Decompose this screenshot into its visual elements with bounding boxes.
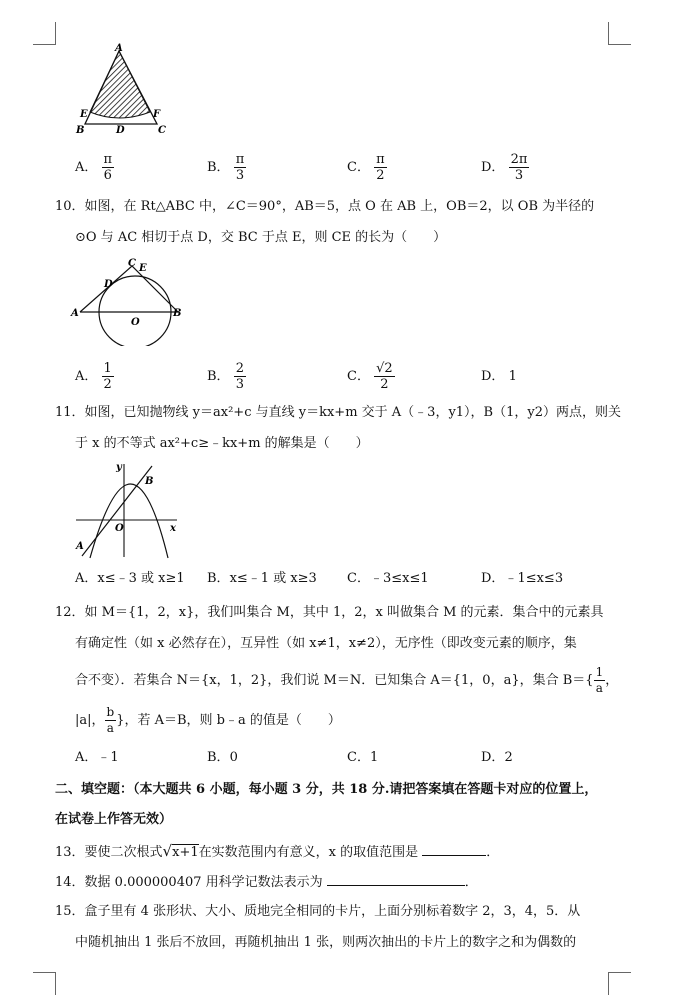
- corner-mark-bottom-left: [33, 972, 56, 995]
- q10-stem-line-2: ⊙O 与 AC 相切于点 D，交 BC 于点 E，则 CE 的长为（ ）: [75, 230, 447, 245]
- q13-question: [55, 843, 499, 861]
- q12-stem-line-4: [75, 705, 341, 736]
- option-letter: C．: [347, 160, 370, 175]
- q9-triangle-figure: [70, 42, 170, 137]
- fraction: [102, 152, 115, 183]
- option-letter: A．: [75, 369, 98, 384]
- q9-label-a: A: [115, 43, 123, 54]
- option-letter: B．: [207, 571, 230, 586]
- q13-answer-blank[interactable]: [422, 843, 486, 856]
- denominator: 2: [374, 167, 387, 183]
- denominator: 3: [235, 377, 244, 392]
- corner-mark-top-left: [33, 22, 56, 45]
- q12-line4-end: }，若 A＝B，则 b﹣a 的值是（ ）: [116, 713, 341, 728]
- denominator: a: [594, 680, 606, 696]
- q11-option-c: [347, 571, 429, 587]
- option-letter: C．: [347, 750, 370, 765]
- q10-label-d: D: [104, 279, 113, 290]
- option-text: 1: [369, 750, 379, 765]
- denominator: 2: [103, 377, 112, 392]
- fraction: [374, 152, 387, 183]
- corner-mark-bottom-right: [608, 972, 631, 995]
- q12-option-b: [207, 750, 238, 766]
- q13-text-post: 在实数范围内有意义，x 的取值范围是: [198, 845, 419, 860]
- option-text: 0: [229, 750, 238, 765]
- q10-option-c: [347, 361, 395, 392]
- sqrt-radicand: x+1: [172, 845, 199, 860]
- option-text: ﹣1: [97, 750, 119, 765]
- q9-label-e: E: [80, 109, 88, 120]
- q12-option-a: [75, 750, 119, 766]
- q12-line4-start: |a|，: [75, 713, 105, 728]
- fraction: [509, 152, 530, 183]
- denominator: 6: [102, 167, 115, 183]
- q14-text-end: ．: [464, 875, 478, 890]
- option-text: x≤﹣3 或 x≥1: [97, 571, 185, 586]
- q14-question: [55, 873, 478, 891]
- denominator: 3: [509, 167, 530, 183]
- option-text: 1: [508, 369, 517, 384]
- q12-stem-line-1: 12．如 M＝{1，2，x}，我们叫集合 M，其中 1，2，x 叫做集合 M 的元素．集合中的元素具: [55, 605, 604, 620]
- option-letter: D．: [481, 750, 505, 765]
- q9-option-a: [75, 152, 114, 183]
- q10-stem-line-1: 10．如图，在 Rt△ABC 中，∠C＝90°，AB＝5，点 O 在 AB 上，OB＝2，以 OB 为半径的: [55, 199, 595, 214]
- numerator: 2π: [510, 152, 528, 167]
- q10-option-d: [481, 369, 517, 385]
- q10-label-b: B: [173, 308, 182, 319]
- q11-option-a: [75, 571, 185, 587]
- fraction: [105, 705, 117, 736]
- option-letter: A．: [75, 571, 98, 586]
- q13-text-pre: 13．要使二次根式: [55, 845, 163, 860]
- numerator: π: [235, 152, 245, 167]
- numerator: b: [106, 705, 115, 719]
- option-letter: C．: [347, 369, 370, 384]
- q10-label-c: C: [128, 258, 136, 269]
- q9-label-f: F: [153, 109, 161, 120]
- q11-parabola-figure: [72, 460, 182, 560]
- numerator: π: [103, 152, 113, 167]
- q9-option-d: [481, 152, 529, 183]
- q9-label-c: C: [158, 125, 166, 136]
- q9-option-c: [347, 152, 387, 183]
- q11-label-y: y: [116, 462, 122, 473]
- q11-label-b: B: [145, 476, 154, 487]
- numerator: 1: [103, 361, 112, 376]
- option-text: ﹣1≤x≤3: [504, 571, 564, 586]
- option-letter: A．: [75, 750, 98, 765]
- corner-mark-top-right: [608, 22, 631, 45]
- section-2-heading-line-1: 二、填空题：（本大题共 6 小题，每小题 3 分，共 18 分.请把答案填在答题卡对应的位置上，: [55, 782, 598, 797]
- option-letter: D．: [481, 369, 505, 384]
- option-letter: B．: [207, 750, 230, 765]
- denominator: 2: [374, 376, 395, 392]
- q11-stem-line-1: 11．如图，已知抛物线 y＝ax²+c 与直线 y＝kx+m 交于 A（﹣3，y1），B（1，y2）两点，则关: [55, 405, 622, 420]
- numerator: π: [376, 152, 385, 167]
- fraction: [594, 665, 606, 696]
- numerator: √2: [376, 361, 393, 376]
- q9-label-b: B: [76, 125, 85, 136]
- sqrt-radical: √: [162, 842, 173, 860]
- q12-option-c: [347, 750, 378, 766]
- q10-option-b: [207, 361, 246, 392]
- q15-stem-line-1: 15．盒子里有 4 张形状、大小、质地完全相同的卡片，上面分别标着数字 2，3，4，5．从: [55, 904, 581, 919]
- option-text: 2: [504, 750, 513, 765]
- fraction: [102, 361, 114, 392]
- q10-label-o: O: [131, 317, 140, 328]
- numerator: 2: [235, 361, 244, 376]
- q14-answer-blank[interactable]: [327, 873, 465, 886]
- option-letter: B．: [207, 160, 230, 175]
- q11-label-x: x: [170, 523, 176, 534]
- numerator: 1: [595, 665, 604, 679]
- fraction: [234, 361, 246, 392]
- q9-option-b: [207, 152, 246, 183]
- section-2-heading-line-2: 在试卷上作答无效）: [55, 812, 173, 827]
- option-letter: C．: [347, 571, 370, 586]
- option-letter: B．: [207, 369, 230, 384]
- option-text: ﹣3≤x≤1: [369, 571, 429, 586]
- option-letter: D．: [481, 571, 505, 586]
- q12-option-d: [481, 750, 513, 766]
- q12-line3-end: ，: [605, 673, 619, 688]
- option-text: x≤﹣1 或 x≥3: [229, 571, 317, 586]
- q11-label-a: A: [76, 541, 84, 552]
- fraction: [234, 152, 247, 183]
- q11-label-o: O: [115, 523, 124, 534]
- q12-stem-line-2: 有确定性（如 x 必然存在），互异性（如 x≠1，x≠2），无序性（即改变元素的顺序，集: [75, 636, 577, 651]
- fraction: [374, 361, 395, 392]
- q14-text-pre: 14．数据 0.000000407 用科学记数法表示为: [55, 875, 323, 890]
- q15-stem-line-2: 中随机抽出 1 张后不放回，再随机抽出 1 张，则两次抽出的卡片上的数字之和为偶数的: [75, 935, 577, 950]
- q12-stem-line-3: [75, 665, 618, 696]
- q9-label-d: D: [116, 125, 125, 136]
- q10-label-e: E: [139, 263, 147, 274]
- q11-option-b: [207, 571, 317, 587]
- denominator: 3: [234, 167, 247, 183]
- q13-text-end: ．: [486, 845, 500, 860]
- q10-option-a: [75, 361, 114, 392]
- q11-stem-line-2: 于 x 的不等式 ax²+c≥﹣kx+m 的解集是（ ）: [75, 436, 369, 451]
- q11-option-d: [481, 571, 563, 587]
- denominator: a: [105, 720, 117, 736]
- q12-line3-text: 合不变）．若集合 N＝{x，1，2}，我们说 M＝N．已知集合 A＝{1，0，a}，集合 B＝{: [75, 673, 594, 688]
- q10-label-a: A: [71, 308, 79, 319]
- option-letter: A．: [75, 160, 98, 175]
- q10-circle-figure: [70, 256, 190, 346]
- option-letter: D．: [481, 160, 505, 175]
